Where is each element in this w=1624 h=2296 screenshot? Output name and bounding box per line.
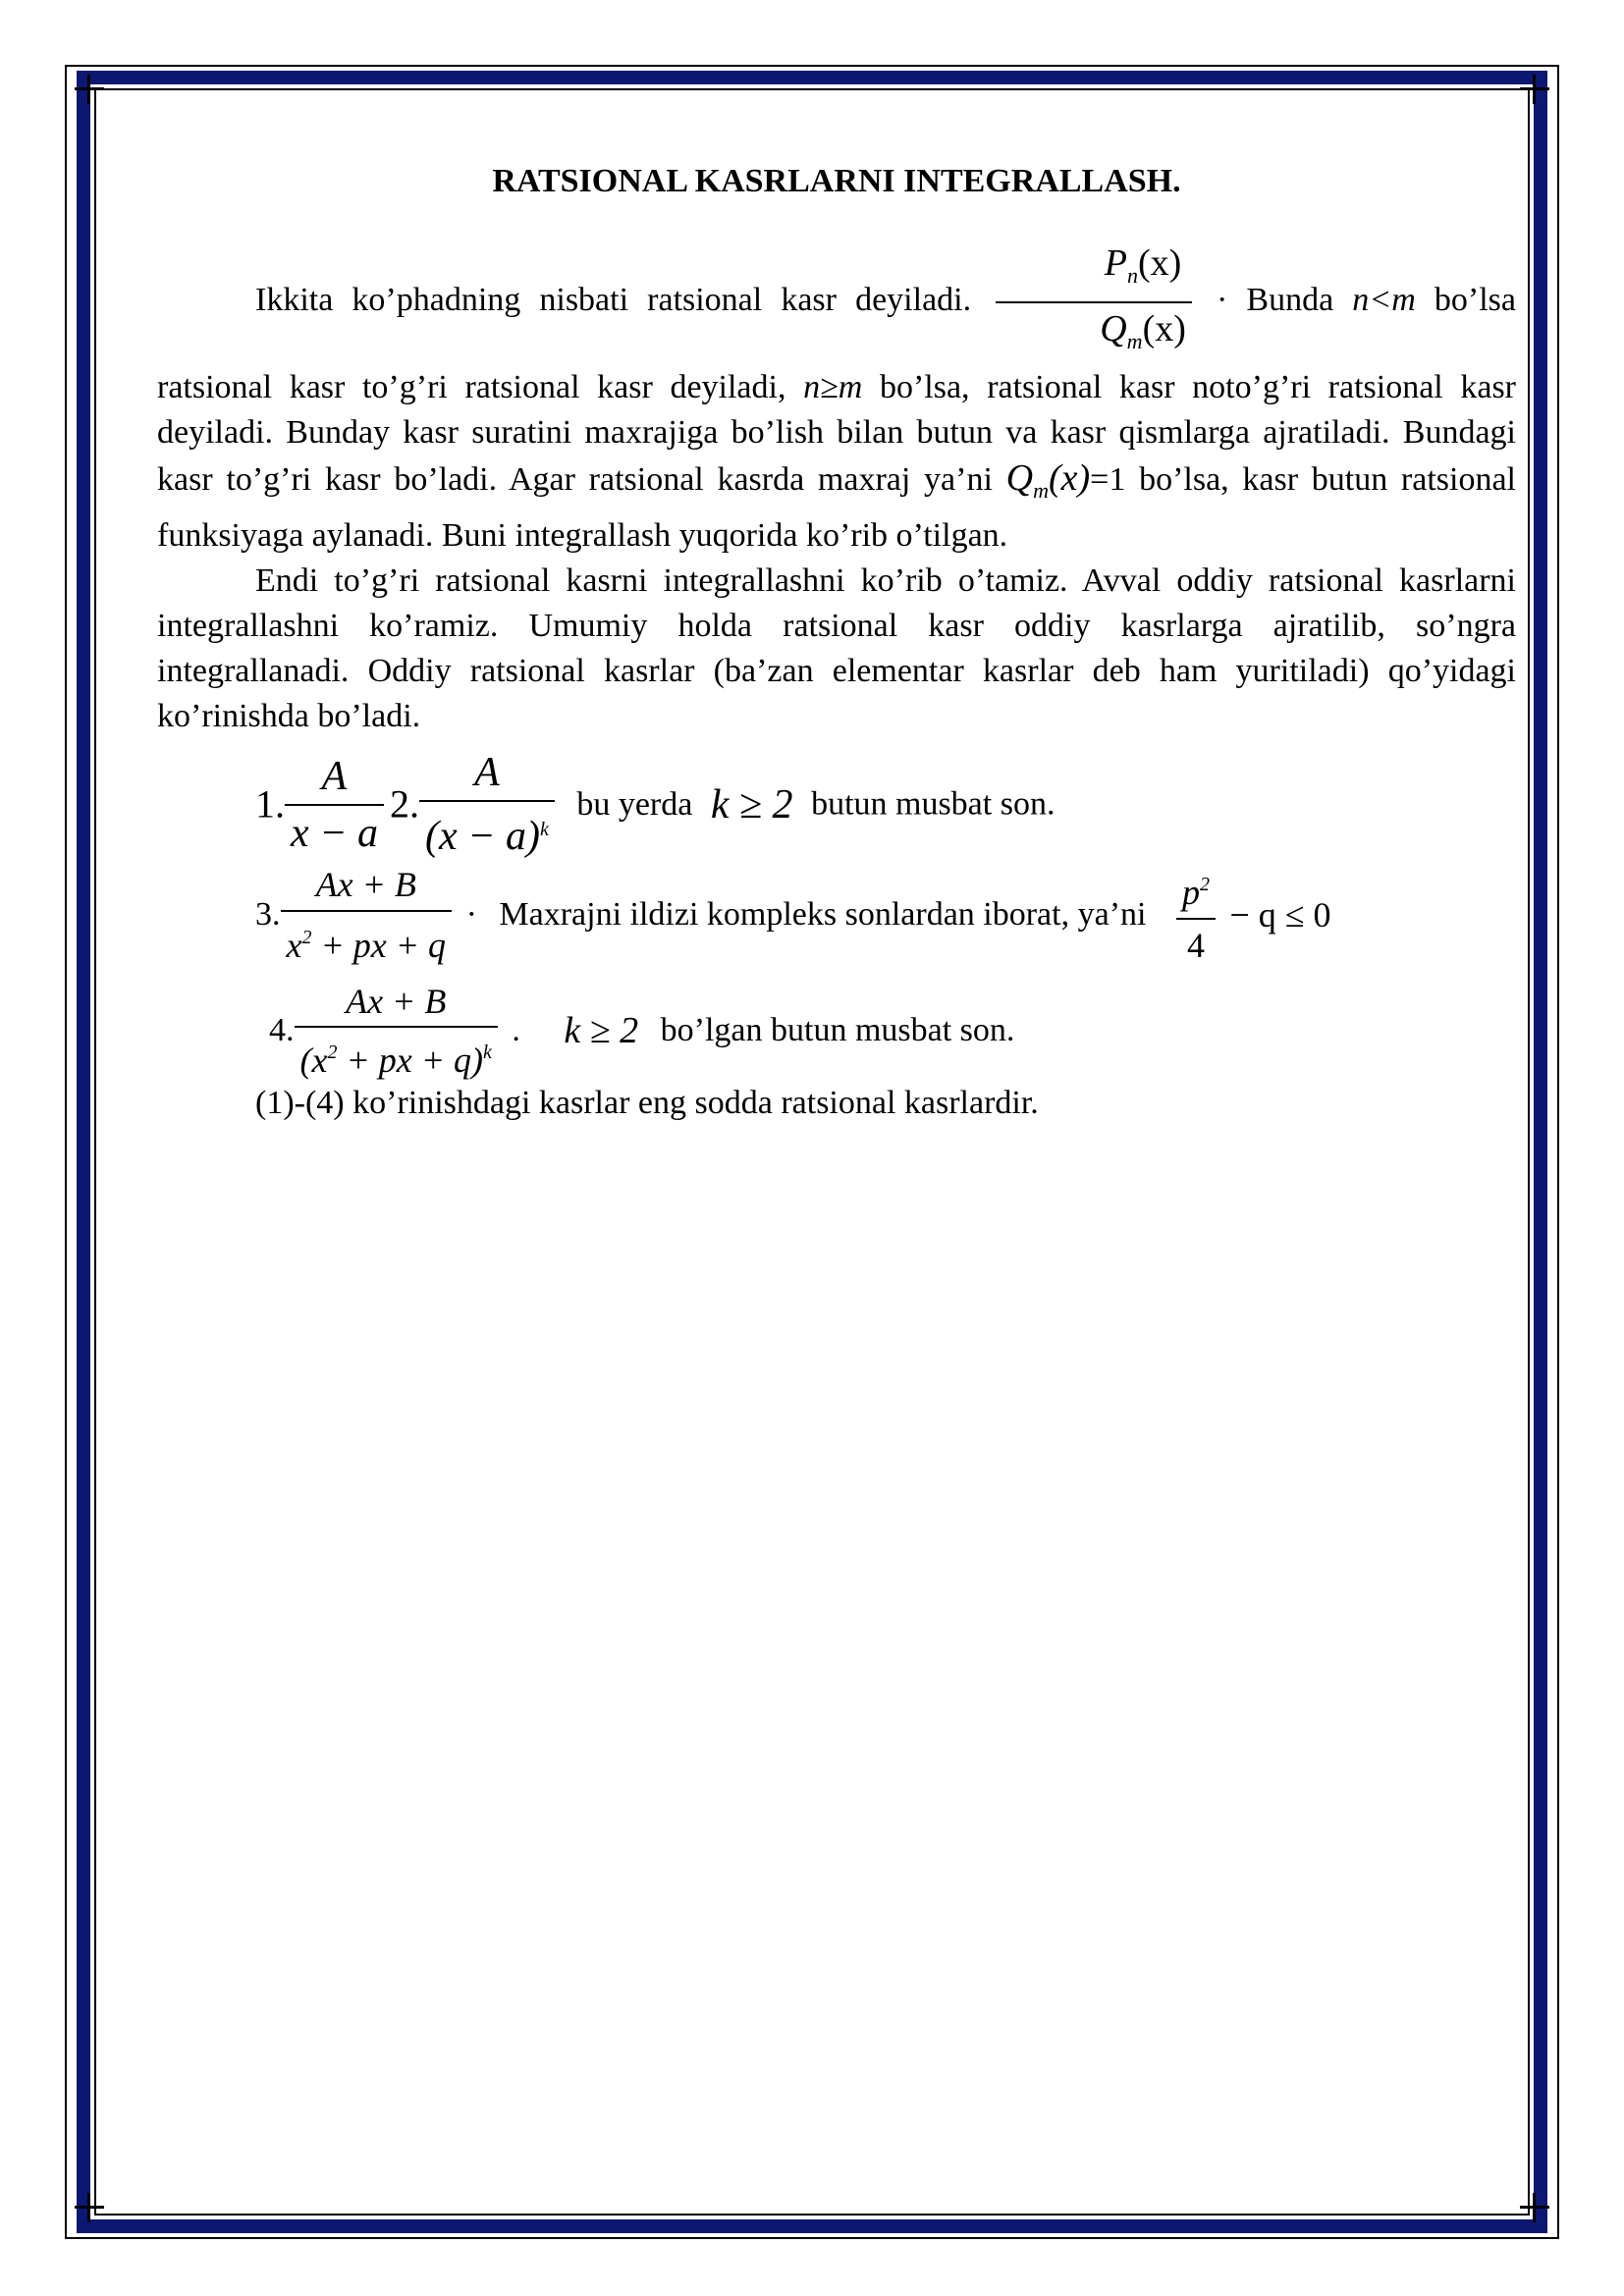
fraction-type-4-row: 4. $\frac{Ax + B}{(x^2 + px + q)^k}$ . k ≥ 2 bo’lgan butun musbat son. bbox=[255, 979, 1516, 1077]
fraction-type-3-row: 3. $\frac{Ax + B}{x^2 + px + q}$ · Maxrajni ildizi kompleks sonlardan iborat, ya’ni $\frac{p^2}{4}$ − q ≤ 0 bbox=[255, 861, 1516, 979]
frame-corner-ornament bbox=[1520, 75, 1549, 104]
fraction-type-2: $\frac{A}{(x - a)^k}$ bbox=[419, 747, 555, 862]
fraction-type-3: $\frac{Ax + B}{x^2 + px + q}$ bbox=[281, 861, 453, 969]
document-body bbox=[157, 147, 1516, 1126]
frame-corner-ornament bbox=[1520, 2193, 1549, 2222]
frame-corner-ornament bbox=[75, 2193, 104, 2222]
condition-k: k ≥ 2 bbox=[710, 781, 793, 828]
frame-corner-ornament bbox=[75, 75, 104, 104]
fraction-type-4: $\frac{Ax + B}{(x^2 + px + q)^k}$ bbox=[295, 979, 498, 1083]
qm-symbol: $Q_m(x)$ bbox=[1005, 457, 1091, 503]
fraction-types-1-2: 1. $\frac{A}{x - a}$ 2. $\frac{A}{(x - a)^k}$ bu yerda k ≥ 2 butun musbat son. bbox=[255, 747, 1516, 855]
condition-k-4: k ≥ 2 bbox=[564, 1010, 639, 1051]
fraction-pn-qm: $\frac{P_n(x)}{Q_m(x)}$ bbox=[996, 240, 1192, 365]
paragraph-definition: Ikkita ko’phadning nisbati ratsional kasr deyiladi. $\frac{P_n(x)}{Q_m(x)}$ · Bunda n<m bo’lsa ratsional kasr to’g’ri ratsional kasr deyiladi, n≥m bo’lsa, ratsional kasr noto’g’ri ratsional kasr deyiladi. Bunday kasr suratini maxrajiga bo’lish bilan butun va kasr qismlarga ajratiladi. Bundagi kasr to’g’ri kasr bo’ladi. Agar ratsional kasrda maxraj ya’ni $Q_m(x)=1$ bo’lsa, kasr butun ratsional funksiyaga aylanadi. Buni integrallash yuqorida ko’rib o’tilgan. bbox=[157, 240, 1516, 559]
closing-sentence: (1)-(4) ko’rinishdagi kasrlar eng sodda ratsional kasrlardir. bbox=[255, 1085, 1039, 1121]
fraction-type-1: $\frac{A}{x - a}$ bbox=[285, 751, 384, 859]
discriminant-fraction: $\frac{p^2}{4}$ bbox=[1176, 861, 1216, 969]
page-title: RATSIONAL KASRLARNI INTEGRALLASH. bbox=[492, 163, 1181, 199]
paragraph-intro: Endi to’g’ri ratsional kasrni integrallashni ko’rib o’tamiz. Avval oddiy ratsional kasrlarni integrallashni ko’ramiz. Umumiy holda ratsional kasr oddiy kasrlarga ajratilib, so’ngra integrallanadi. Oddiy ratsional kasrlar (ba’zan elementar kasrlar deb ham yuritiladi) qo’yidagi ko’rinishda bo’ladi. bbox=[157, 562, 1516, 734]
